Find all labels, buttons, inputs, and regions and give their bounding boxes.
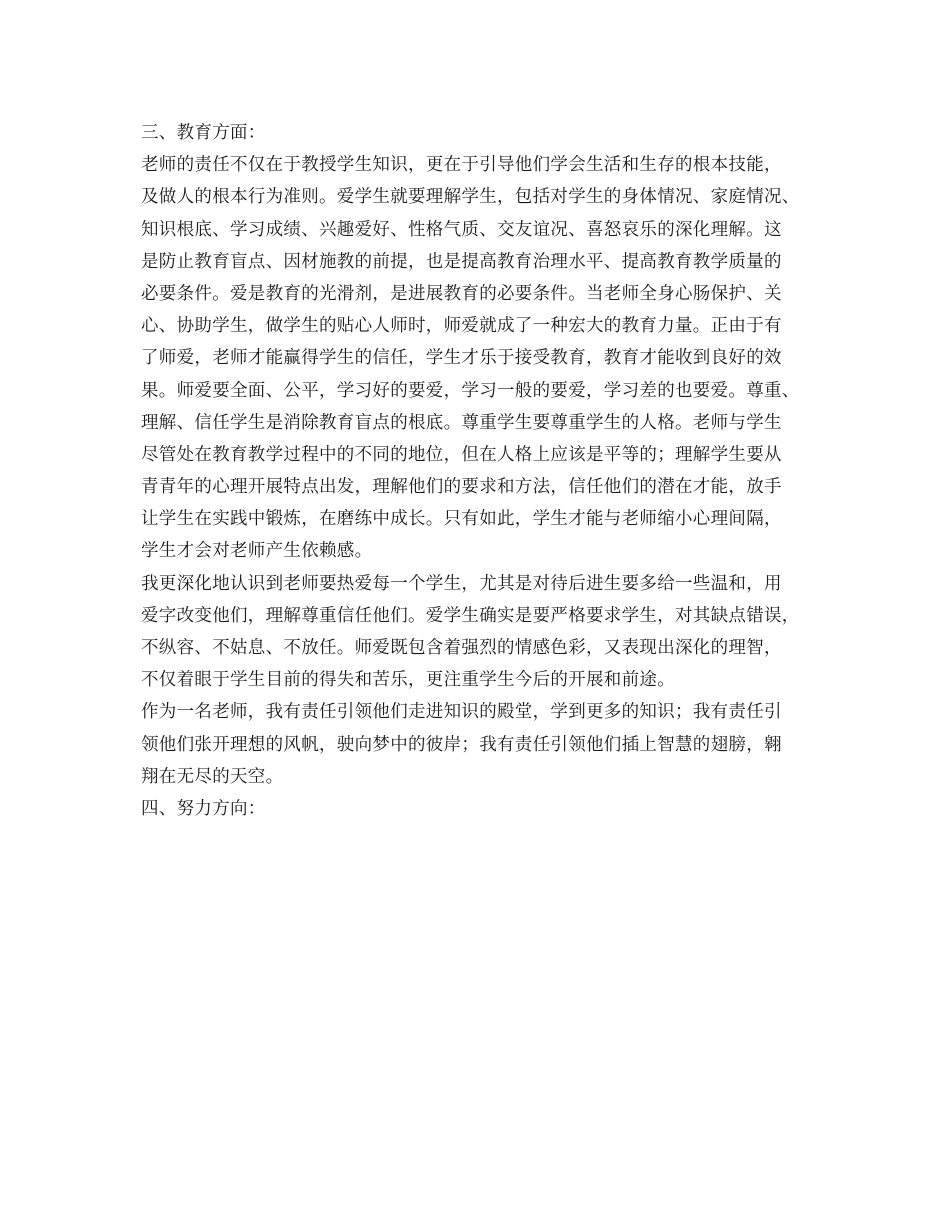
paragraph-line: 青青年的心理开展特点出发，理解他们的要求和方法，信任他们的潜在才能，放手 <box>141 477 782 498</box>
paragraph-line: 心、协助学生，做学生的贴心人师时，师爱就成了一种宏大的教育力量。正由于有 <box>141 316 782 337</box>
paragraph-line: 尽管处在教育教学过程中的不同的地位，但在人格上应该是平等的；理解学生要从 <box>141 444 782 465</box>
paragraph-line: 是防止教育盲点、因材施教的前提，也是提高教育治理水平、提高教育教学质量的 <box>141 251 782 272</box>
paragraph-line: 必要条件。爱是教育的光滑剂，是进展教育的必要条件。当老师全身心肠保护、关 <box>141 283 782 304</box>
paragraph-line: 了师爱，老师才能赢得学生的信任，学生才乐于接受教育，教育才能收到良好的效 <box>141 348 782 369</box>
paragraph-line: 及做人的根本行为准则。爱学生就要理解学生，包括对学生的身体情况、家庭情况、 <box>141 187 800 208</box>
paragraph-line: 不仅着眼于学生目前的得失和苦乐，更注重学生今后的开展和前途。 <box>141 670 675 691</box>
paragraph-line: 学生才会对老师产生依赖感。 <box>141 541 373 562</box>
document-body <box>141 117 841 825</box>
paragraph-line: 让学生在实践中锻炼，在磨练中成长。只有如此，学生才能与老师缩小心理间隔， <box>141 509 782 530</box>
paragraph-line: 不纵容、不姑息、不放任。师爱既包含着强烈的情感色彩，又表现出深化的理智， <box>141 638 782 658</box>
section-heading-direction: 四、努力方向： <box>141 798 266 819</box>
paragraph-line: 作为一名老师，我有责任引领他们走进知识的殿堂，学到更多的知识；我有责任引 <box>141 702 782 723</box>
paragraph-line: 老师的责任不仅在于教授学生知识，更在于引导他们学会生活和生存的根本技能， <box>141 155 782 176</box>
paragraph-line: 领他们张开理想的风帆，驶向梦中的彼岸；我有责任引领他们插上智慧的翅膀，翱 <box>141 734 782 755</box>
paragraph-line: 我更深化地认识到老师要热爱每一个学生，尤其是对待后进生要多给一些温和，用 <box>141 573 782 594</box>
paragraph-line: 爱字改变他们，理解尊重信任他们。爱学生确实是要严格要求学生，对其缺点错误， <box>141 605 800 626</box>
paragraph-line: 理解、信任学生是消除教育盲点的根底。尊重学生要尊重学生的人格。老师与学生 <box>141 412 782 433</box>
paragraph-line: 知识根底、学习成绩、兴趣爱好、性格气质、交友谊况、喜怒哀乐的深化理解。这 <box>141 219 782 240</box>
section-heading-education: 三、教育方面： <box>141 123 266 143</box>
paragraph-line: 果。师爱要全面、公平，学习好的要爱，学习一般的要爱，学习差的也要爱。尊重、 <box>141 380 800 401</box>
paragraph-line: 翔在无尽的天空。 <box>141 766 284 787</box>
